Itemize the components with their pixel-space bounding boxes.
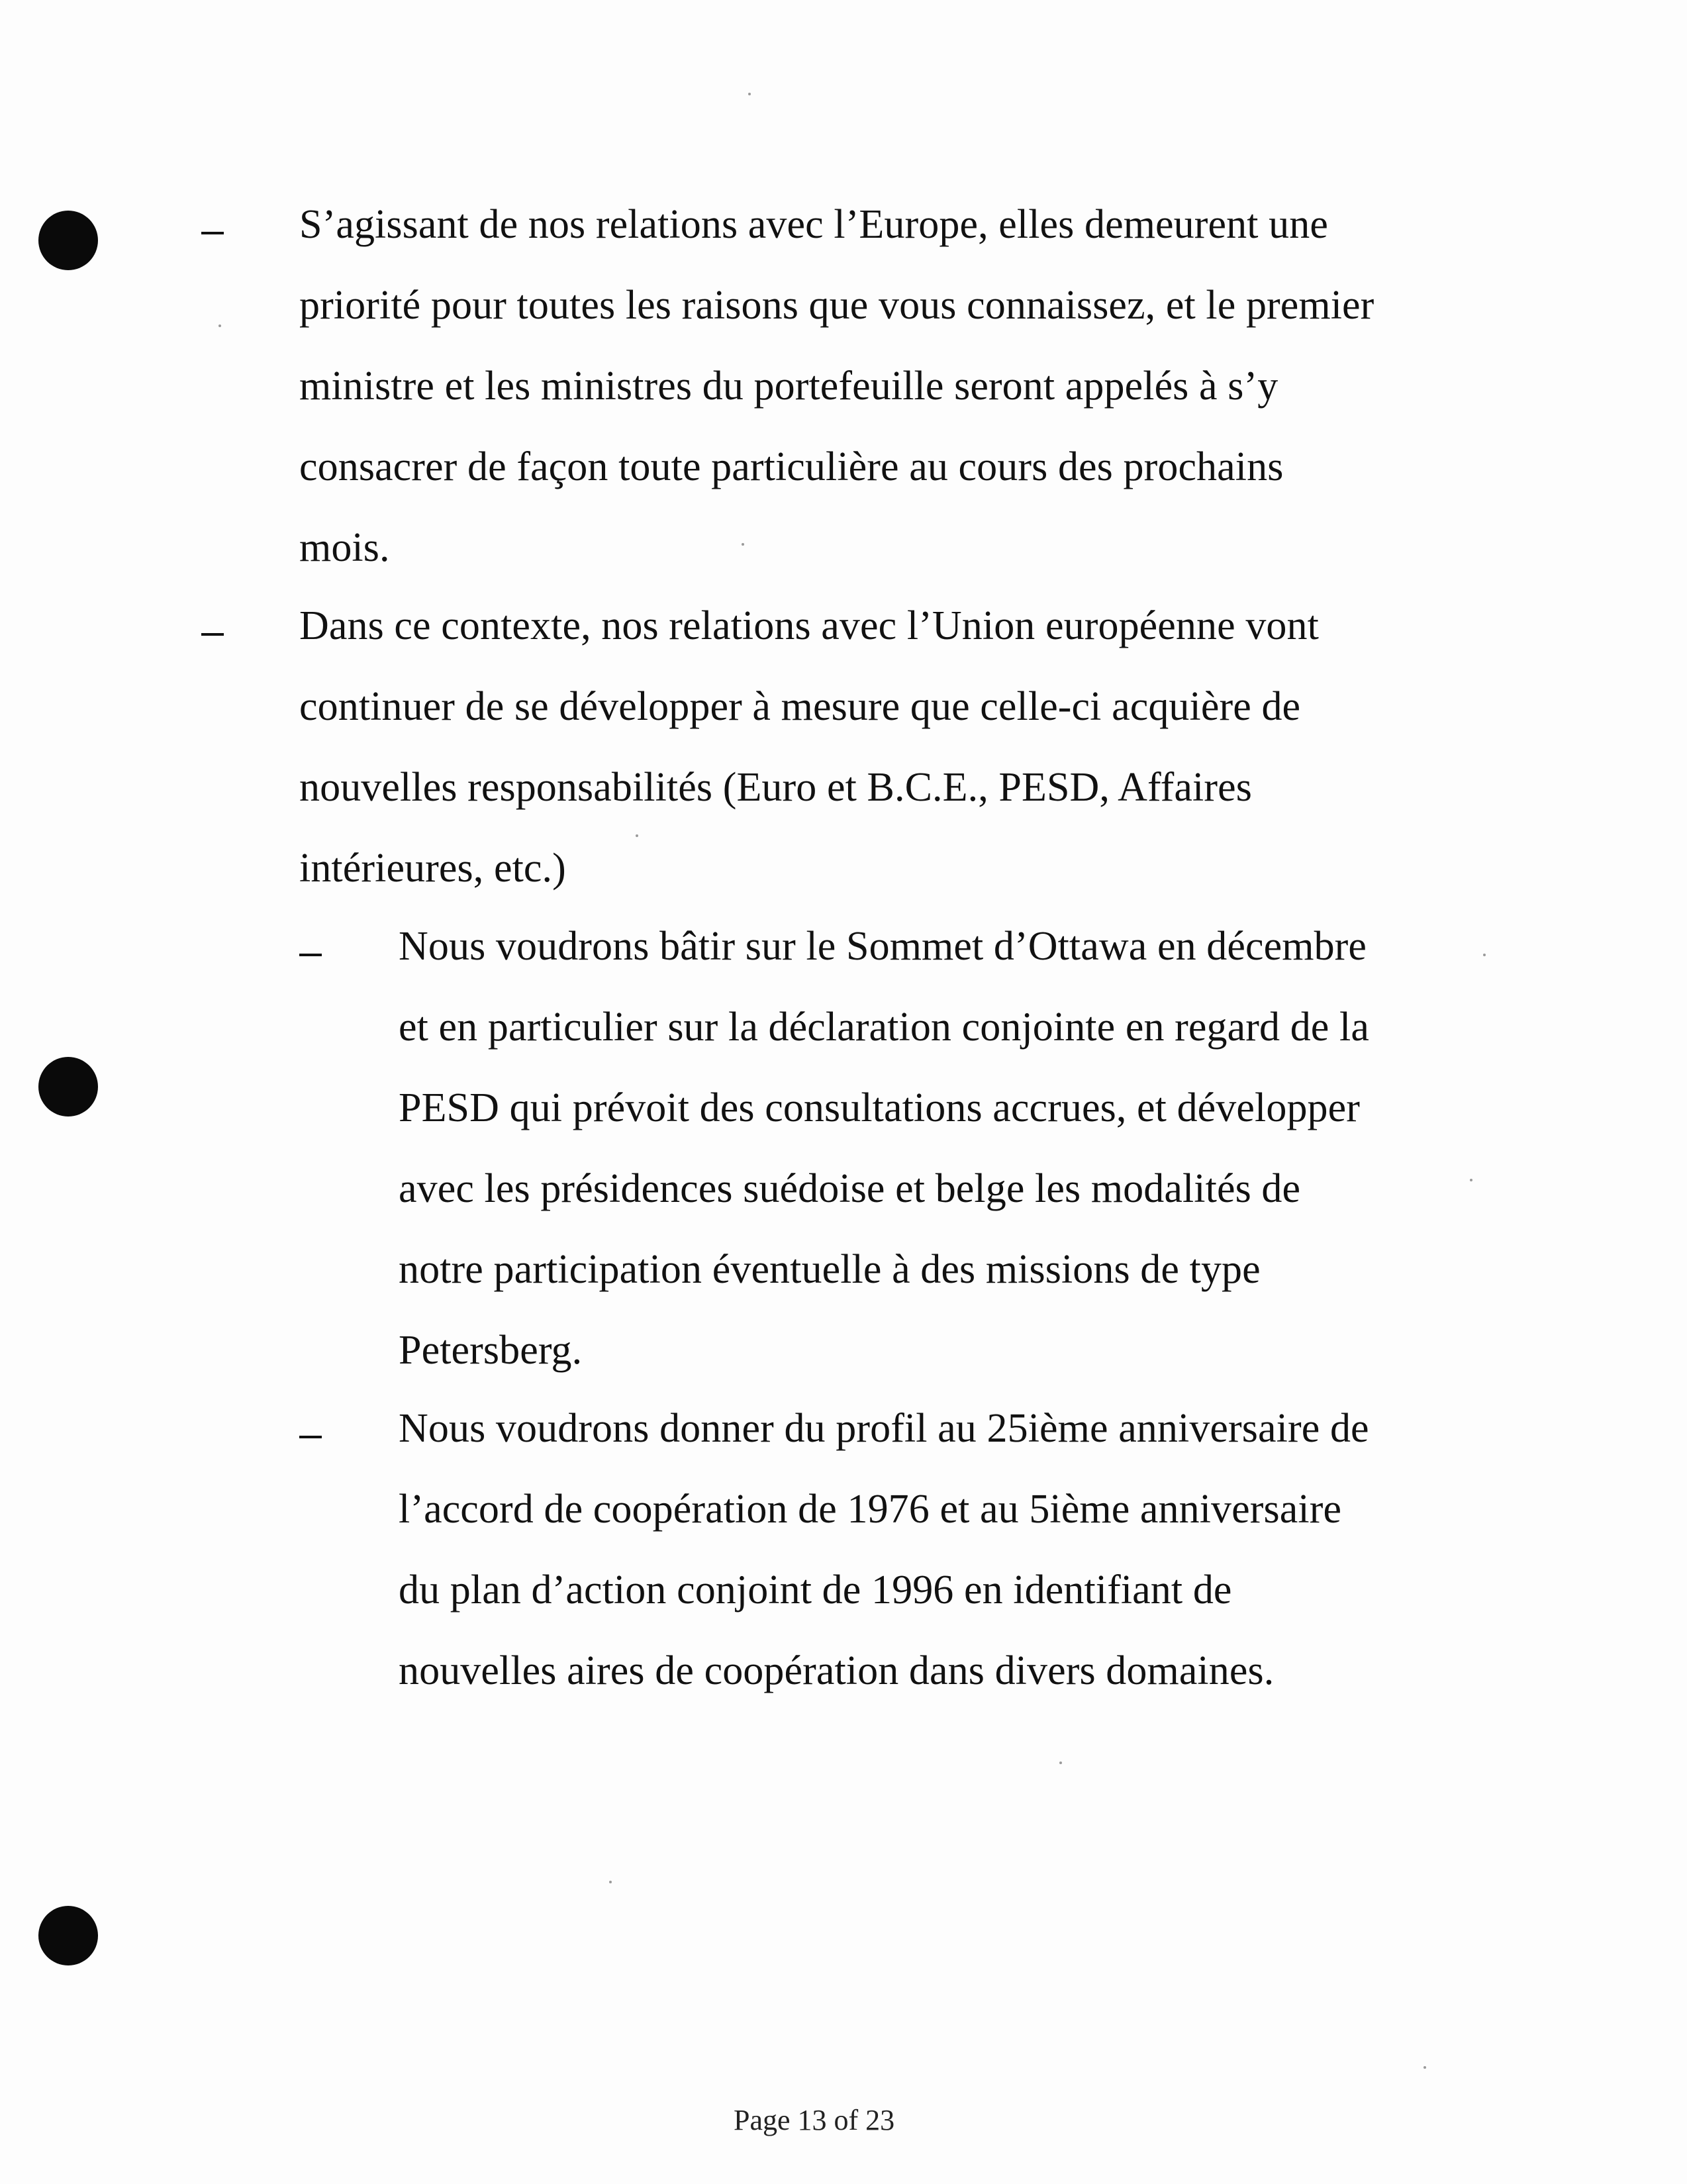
bullet-dash [201, 633, 224, 636]
sub-bullet-dash [299, 954, 322, 956]
scan-speck [636, 834, 638, 837]
scan-speck [742, 543, 744, 546]
scan-speck [1059, 1762, 1062, 1764]
bullet-2-line-2: continuer de se développer à mesure que celle-ci acquière de [299, 684, 1301, 729]
sub-bullet-2-line-2: l’accord de coopération de 1976 et au 5ième anniversaire [399, 1487, 1342, 1532]
bullet-1-line-4: consacrer de façon toute particulière au cours des prochains [299, 444, 1284, 489]
punch-hole-bottom [38, 1906, 98, 1965]
page-number: Page 13 of 23 [734, 2104, 895, 2136]
sub-bullet-2-line-1: Nous voudrons donner du profil au 25ième anniversaire de [399, 1406, 1369, 1451]
sub-bullet-dash [299, 1436, 322, 1438]
bullet-2-line-3: nouvelles responsabilités (Euro et B.C.E., PESD, Affaires [299, 765, 1252, 810]
bullet-1-line-1: S’agissant de nos relations avec l’Europe, elles demeurent une [299, 202, 1328, 247]
bullet-dash [201, 232, 224, 234]
scan-speck [748, 93, 751, 95]
bullet-2-line-4: intérieures, etc.) [299, 846, 566, 891]
scan-speck [1423, 2066, 1426, 2069]
sub-bullet-1-line-3: PESD qui prévoit des consultations accrues, et développer [399, 1085, 1361, 1130]
sub-bullet-1-line-6: Petersberg. [399, 1328, 583, 1373]
sub-bullet-2-line-4: nouvelles aires de coopération dans divers domaines. [399, 1648, 1275, 1693]
sub-bullet-1-line-2: et en particulier sur la déclaration conjointe en regard de la [399, 1005, 1369, 1050]
punch-hole-middle [38, 1057, 98, 1117]
bullet-1-line-2: priorité pour toutes les raisons que vous connaissez, et le premier [299, 283, 1374, 328]
scan-speck [218, 324, 221, 327]
bullet-2-line-1: Dans ce contexte, nos relations avec l’Union européenne vont [299, 603, 1319, 648]
bullet-1-line-3: ministre et les ministres du portefeuille seront appelés à s’y [299, 364, 1278, 409]
bullet-1-line-5: mois. [299, 525, 390, 570]
punch-hole-top [38, 211, 98, 270]
sub-bullet-1-line-4: avec les présidences suédoise et belge les modalités de [399, 1166, 1301, 1211]
scan-speck [1470, 1179, 1472, 1181]
scan-speck [1483, 954, 1486, 956]
sub-bullet-1-line-1: Nous voudrons bâtir sur le Sommet d’Ottawa en décembre [399, 924, 1367, 969]
scan-speck [609, 1881, 612, 1883]
sub-bullet-1-line-5: notre participation éventuelle à des missions de type [399, 1247, 1261, 1292]
sub-bullet-2-line-3: du plan d’action conjoint de 1996 en identifiant de [399, 1567, 1232, 1613]
